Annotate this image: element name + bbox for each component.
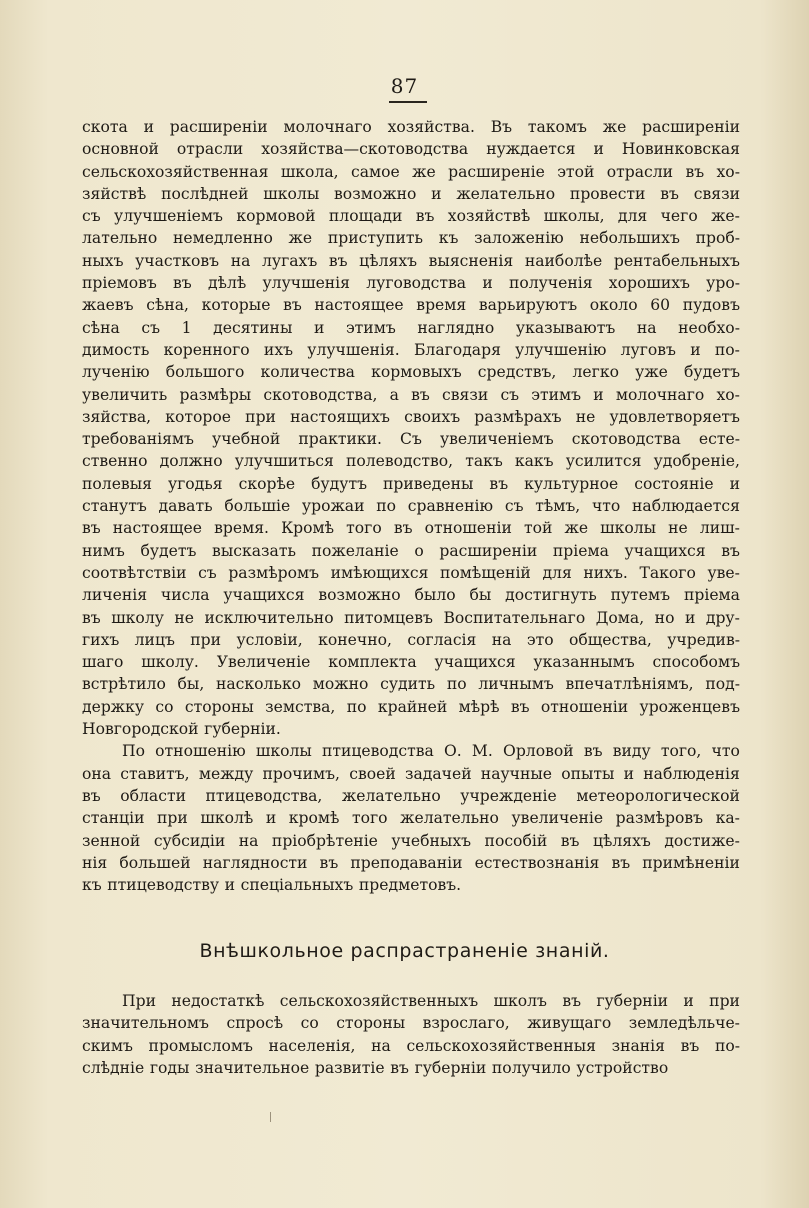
text-line: По отношенію школы птицеводства О. М. Орловой въ виду того, что (122, 742, 740, 761)
text-line: шаго школу. Увеличеніе комплекта учащихся указаннымъ способомъ (82, 653, 740, 672)
text-line: соотвѣтствіи съ размѣромъ имѣющихся помѣщеній для нихъ. Такого уве- (82, 563, 740, 582)
paragraph-2 (82, 740, 740, 896)
text-line: скимъ промысломъ населенія, на сельскохозяйственныя знанія въ по- (82, 1036, 740, 1055)
text-line: Новгородской губерніи. (82, 720, 281, 739)
text-line: въ настоящее время. Кромѣ того въ отношеніи той же школы не лиш- (82, 519, 740, 538)
text-line: увеличить размѣры скотоводства, а въ связи съ этимъ и молочнаго хо- (82, 385, 740, 404)
text-line: основной отрасли хозяйства—скотоводства нуждается и Новинковская (82, 140, 740, 159)
text-line: жаевъ сѣна, которые въ настоящее время варьируютъ около 60 пудовъ (82, 296, 740, 315)
text-line: въ школу не исключительно питомцевъ Воспитательнаго Дома, но и дру- (82, 608, 740, 627)
text-line: димость коренного ихъ улучшенія. Благодаря улучшенію луговъ и по- (82, 340, 740, 359)
text-line: полевыя угодья скорѣе будутъ приведены въ культурное состояніе и (82, 474, 740, 493)
text-line: лательно немедленно же приступить къ заложенію небольшихъ проб- (82, 229, 740, 248)
text-line: она ставитъ, между прочимъ, своей задачей научные опыты и наблюденія (82, 764, 740, 783)
text-line: зенной субсидіи на пріобрѣтеніе учебныхъ пособій въ цѣляхъ достиже- (82, 831, 740, 850)
text-line: сѣна съ 1 десятины и этимъ наглядно указываютъ на необхо- (82, 318, 740, 337)
text-line: скота и расширеніи молочнаго хозяйства. Въ такомъ же расширеніи (82, 118, 740, 136)
paragraph-1 (82, 116, 740, 740)
text-line: встрѣтило бы, насколько можно судить по личнымъ впечатлѣніямъ, под- (82, 675, 740, 694)
text-line: сельскохозяйственная школа, самое же расширеніе этой отрасли въ хо- (82, 162, 740, 181)
text-line: ственно должно улучшиться полеводство, такъ какъ усилится удобреніе, (82, 452, 740, 471)
text-line: держку со стороны земства, по крайней мѣрѣ въ отношеніи уроженцевъ (82, 697, 740, 716)
paragraph-3 (82, 990, 740, 1079)
text-line: слѣдніе годы значительное развитіе въ губерніи получило устройство (82, 1058, 669, 1077)
paper-mark (270, 1112, 274, 1122)
section-text-block (82, 990, 740, 1079)
text-line: личенія числа учащихся возможно было бы достигнуть путемъ пріема (82, 586, 740, 605)
section-heading: Внѣшкольное распрастраненіе знаній. (199, 940, 610, 962)
text-line: нія большей наглядности въ преподаваніи естествознанія въ примѣненіи (82, 853, 740, 872)
text-line: станціи при школѣ и кромѣ того желательно увеличеніе размѣровъ ка- (82, 809, 740, 828)
text-line: значительномъ спросѣ со стороны взрослаго, живущаго земледѣльче- (82, 1014, 740, 1033)
text-line: зяйства, которое при настоящихъ своихъ размѣрахъ не удовлетворяетъ (82, 407, 740, 426)
text-line: требованіямъ учебной практики. Съ увеличеніемъ скотоводства есте- (82, 430, 740, 449)
text-line: въ области птицеводства, желательно учрежденіе метеорологической (82, 786, 740, 805)
text-line: съ улучшеніемъ кормовой площади въ хозяйствѣ школы, для чего же- (82, 207, 740, 226)
page-number-underline (389, 101, 427, 103)
text-line: зяйствѣ послѣдней школы возможно и желательно провести въ связи (82, 184, 740, 203)
text-line: При недостаткѣ сельскохозяйственныхъ школъ въ губерніи и при (122, 992, 740, 1010)
text-line: ныхъ участковъ на лугахъ въ цѣляхъ выясненія наиболѣе рентабельныхъ (82, 251, 740, 270)
text-line: пріемовъ въ дѣлѣ улучшенія луговодства и полученія хорошихъ уро- (82, 274, 740, 293)
text-line: гихъ лицъ при условіи, конечно, согласія на это общества, учредив- (82, 630, 740, 649)
main-text-block (82, 116, 740, 896)
text-line: лученію большого количества кормовыхъ средствъ, легко уже будетъ (82, 363, 740, 382)
text-line: нимъ будетъ высказать пожеланіе о расширеніи пріема учащихся въ (82, 541, 740, 560)
text-line: станутъ давать большіе урожаи по сравненію съ тѣмъ, что наблюдается (82, 497, 740, 516)
text-line: къ птицеводству и спеціальныхъ предметовъ. (82, 876, 462, 895)
page-number: 87 (390, 74, 419, 98)
